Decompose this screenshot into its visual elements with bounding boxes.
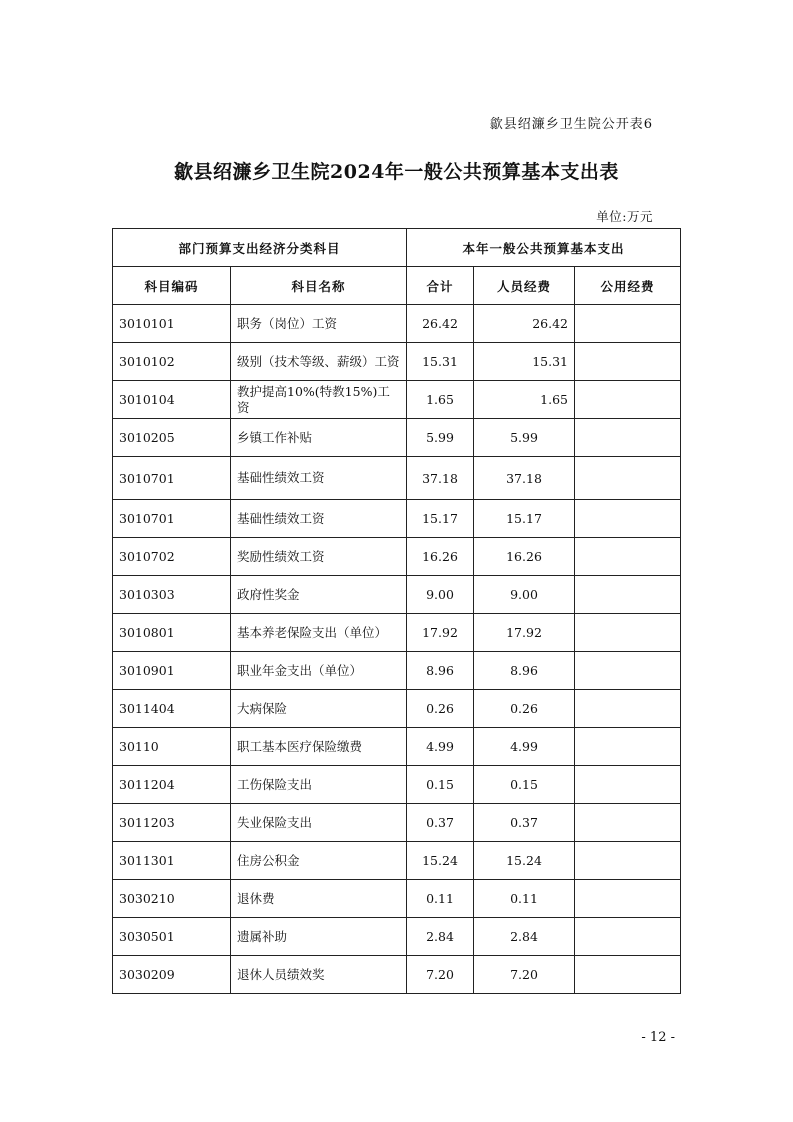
total-cell: 7.20 — [407, 956, 474, 994]
personnel-expense-cell: 15.31 — [474, 343, 575, 381]
table-row — [113, 766, 681, 804]
total-cell: 8.96 — [407, 652, 474, 690]
subject-code-cell: 3010702 — [113, 538, 231, 576]
table-row — [113, 918, 681, 956]
public-expense-cell — [575, 842, 681, 880]
subject-name-cell: 工伤保险支出 — [231, 766, 407, 804]
personnel-expense-cell: 1.65 — [474, 381, 575, 419]
subject-code-cell: 3010801 — [113, 614, 231, 652]
public-expense-cell — [575, 690, 681, 728]
subject-code-cell: 3030210 — [113, 880, 231, 918]
table-row — [113, 728, 681, 766]
group-header-right: 本年一般公共预算基本支出 — [407, 229, 681, 267]
subject-name-cell: 基础性绩效工资 — [231, 457, 407, 500]
subject-name-cell: 退休人员绩效奖 — [231, 956, 407, 994]
personnel-expense-cell: 0.37 — [474, 804, 575, 842]
table-row — [113, 690, 681, 728]
subject-code-cell: 30110 — [113, 728, 231, 766]
total-cell: 9.00 — [407, 576, 474, 614]
total-cell: 5.99 — [407, 419, 474, 457]
table-row — [113, 343, 681, 381]
subject-code-cell: 3011203 — [113, 804, 231, 842]
public-expense-cell — [575, 804, 681, 842]
table-row — [113, 880, 681, 918]
table-row — [113, 956, 681, 994]
public-expense-cell — [575, 343, 681, 381]
personnel-expense-cell: 17.92 — [474, 614, 575, 652]
personnel-expense-cell: 2.84 — [474, 918, 575, 956]
public-expense-cell — [575, 500, 681, 538]
group-header-row — [113, 229, 681, 267]
column-header-personnel: 人员经费 — [474, 267, 575, 305]
public-expense-cell — [575, 614, 681, 652]
column-header-name: 科目名称 — [231, 267, 407, 305]
public-expense-cell — [575, 538, 681, 576]
personnel-expense-cell: 15.24 — [474, 842, 575, 880]
total-cell: 37.18 — [407, 457, 474, 500]
subject-code-cell: 3010205 — [113, 419, 231, 457]
subject-name-cell: 职业年金支出（单位） — [231, 652, 407, 690]
subject-code-cell: 3010102 — [113, 343, 231, 381]
total-cell: 15.31 — [407, 343, 474, 381]
public-expense-cell — [575, 728, 681, 766]
subject-code-cell: 3011301 — [113, 842, 231, 880]
subject-code-cell: 3010701 — [113, 500, 231, 538]
personnel-expense-cell: 0.11 — [474, 880, 575, 918]
total-cell: 17.92 — [407, 614, 474, 652]
subject-code-cell: 3011204 — [113, 766, 231, 804]
subject-code-cell: 3030209 — [113, 956, 231, 994]
table-row — [113, 614, 681, 652]
personnel-expense-cell: 16.26 — [474, 538, 575, 576]
subject-name-cell: 职工基本医疗保险缴费 — [231, 728, 407, 766]
subject-name-cell: 职务（岗位）工资 — [231, 305, 407, 343]
public-expense-cell — [575, 880, 681, 918]
table-row — [113, 538, 681, 576]
table-row — [113, 842, 681, 880]
group-header-left: 部门预算支出经济分类科目 — [113, 229, 407, 267]
personnel-expense-cell: 5.99 — [474, 419, 575, 457]
total-cell: 0.37 — [407, 804, 474, 842]
subject-code-cell: 3030501 — [113, 918, 231, 956]
subject-name-cell: 退休费 — [231, 880, 407, 918]
personnel-expense-cell: 37.18 — [474, 457, 575, 500]
personnel-expense-cell: 0.26 — [474, 690, 575, 728]
subject-code-cell: 3011404 — [113, 690, 231, 728]
column-header-code: 科目编码 — [113, 267, 231, 305]
total-cell: 0.15 — [407, 766, 474, 804]
subject-name-cell: 遗属补助 — [231, 918, 407, 956]
subject-name-cell: 奖励性绩效工资 — [231, 538, 407, 576]
subject-name-cell: 教护提高10%(特教15%)工资 — [231, 381, 407, 419]
table-row — [113, 305, 681, 343]
personnel-expense-cell: 15.17 — [474, 500, 575, 538]
subject-name-cell: 住房公积金 — [231, 842, 407, 880]
personnel-expense-cell: 7.20 — [474, 956, 575, 994]
total-cell: 26.42 — [407, 305, 474, 343]
public-expense-cell — [575, 419, 681, 457]
public-expense-cell — [575, 381, 681, 419]
page-number: - 12 - — [641, 1030, 675, 1045]
public-expense-cell — [575, 918, 681, 956]
subject-code-cell: 3010303 — [113, 576, 231, 614]
subject-name-cell: 基础性绩效工资 — [231, 500, 407, 538]
total-cell: 16.26 — [407, 538, 474, 576]
public-expense-cell — [575, 766, 681, 804]
subject-name-cell: 乡镇工作补贴 — [231, 419, 407, 457]
table-row — [113, 381, 681, 419]
public-expense-cell — [575, 652, 681, 690]
subject-name-cell: 基本养老保险支出（单位） — [231, 614, 407, 652]
column-header-row — [113, 267, 681, 305]
public-expense-cell — [575, 305, 681, 343]
subject-code-cell: 3010901 — [113, 652, 231, 690]
total-cell: 15.24 — [407, 842, 474, 880]
column-header-public: 公用经费 — [575, 267, 681, 305]
total-cell: 4.99 — [407, 728, 474, 766]
public-expense-cell — [575, 576, 681, 614]
personnel-expense-cell: 0.15 — [474, 766, 575, 804]
column-header-total: 合计 — [407, 267, 474, 305]
subject-name-cell: 大病保险 — [231, 690, 407, 728]
subject-name-cell: 失业保险支出 — [231, 804, 407, 842]
total-cell: 0.11 — [407, 880, 474, 918]
subject-code-cell: 3010101 — [113, 305, 231, 343]
personnel-expense-cell: 9.00 — [474, 576, 575, 614]
table-row — [113, 457, 681, 500]
subject-name-cell: 级别（技术等级、薪级）工资 — [231, 343, 407, 381]
personnel-expense-cell: 4.99 — [474, 728, 575, 766]
personnel-expense-cell: 26.42 — [474, 305, 575, 343]
table-row — [113, 500, 681, 538]
subject-name-cell: 政府性奖金 — [231, 576, 407, 614]
total-cell: 1.65 — [407, 381, 474, 419]
table-row — [113, 576, 681, 614]
total-cell: 0.26 — [407, 690, 474, 728]
public-expense-cell — [575, 956, 681, 994]
table-row — [113, 804, 681, 842]
total-cell: 15.17 — [407, 500, 474, 538]
page-title: 歙县绍濂乡卫生院2024年一般公共预算基本支出表 — [174, 161, 619, 183]
subject-code-cell: 3010701 — [113, 457, 231, 500]
public-expense-cell — [575, 457, 681, 500]
personnel-expense-cell: 8.96 — [474, 652, 575, 690]
budget-table — [112, 228, 681, 994]
document-tag: 歙县绍濂乡卫生院公开表6 — [489, 117, 653, 132]
subject-code-cell: 3010104 — [113, 381, 231, 419]
table-row — [113, 419, 681, 457]
table-row — [113, 652, 681, 690]
total-cell: 2.84 — [407, 918, 474, 956]
unit-label: 单位:万元 — [596, 209, 653, 224]
